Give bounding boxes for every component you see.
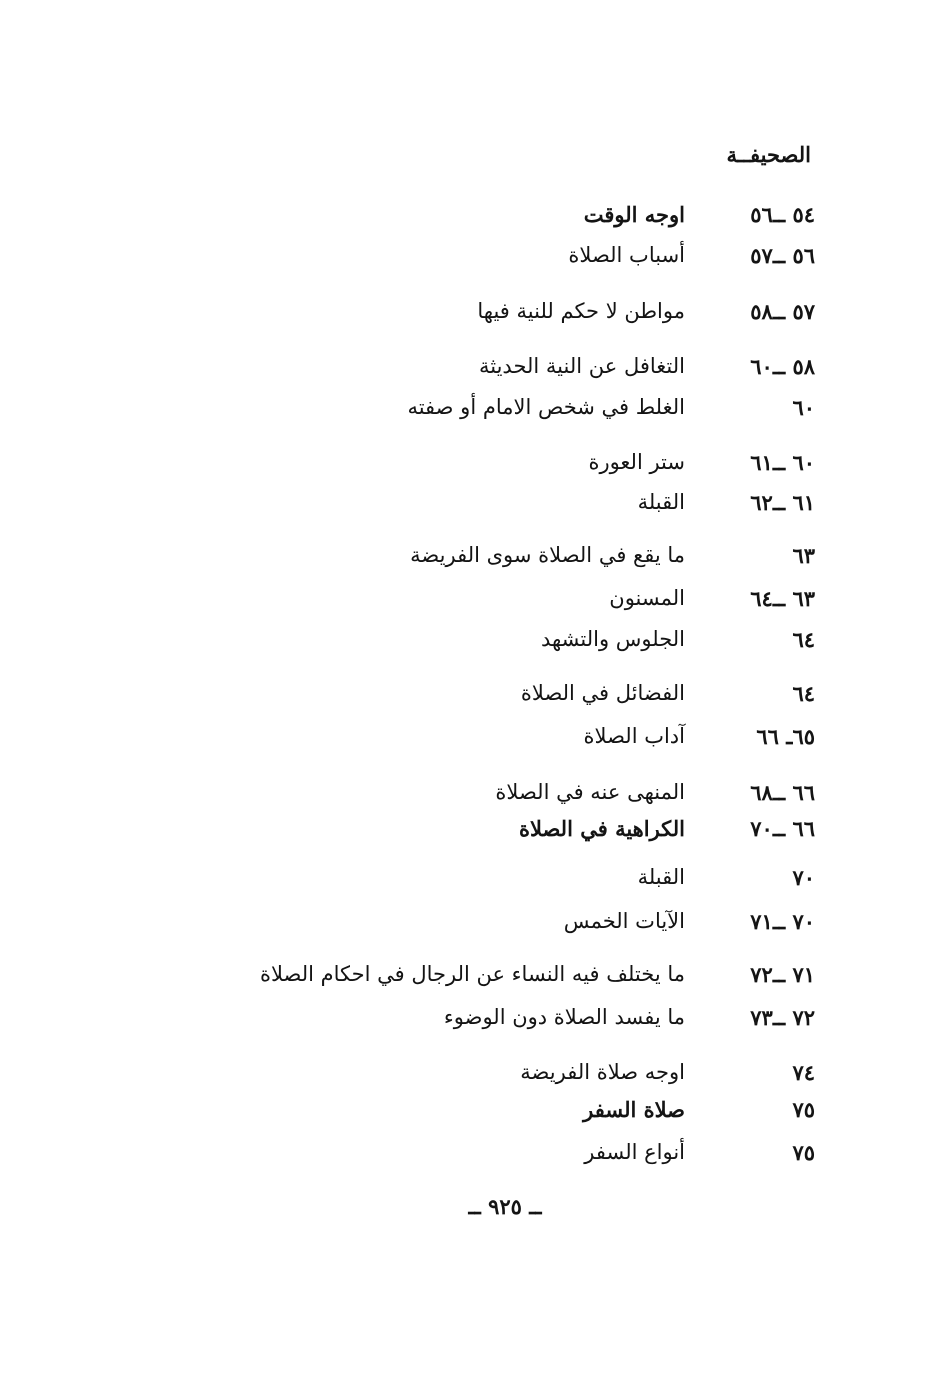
entry-pages: ٥٦ ــ٥٧ <box>750 242 815 268</box>
entry-title: اوجه صلاة الفريضة <box>520 1060 685 1084</box>
entry-title: آداب الصلاة <box>583 724 685 748</box>
entry-pages: ٦٥ـ ٦٦ <box>756 723 815 749</box>
entry-pages: ٧١ ــ٧٢ <box>750 961 815 987</box>
entry-pages: ٥٧ ــ٥٨ <box>750 298 815 324</box>
toc-entry <box>521 675 815 711</box>
entry-title: ما يفسد الصلاة دون الوضوء <box>443 1005 685 1029</box>
entry-pages: ٧٠ ــ٧١ <box>750 908 815 934</box>
entry-title: أنواع السفر <box>584 1140 685 1164</box>
entry-pages: ٧٥ <box>792 1096 815 1122</box>
toc-entry <box>541 621 815 657</box>
toc-entry <box>260 956 815 992</box>
entry-title: الفضائل في الصلاة <box>520 681 685 705</box>
toc-entry <box>568 237 815 273</box>
toc-entry <box>609 580 815 616</box>
entry-pages: ٦٦ ــ٧٠ <box>750 815 815 841</box>
entry-title: المسنون <box>609 586 685 610</box>
entry-title: أسباب الصلاة <box>568 243 685 267</box>
entry-title: الغلط في شخص الامام أو صفته <box>407 395 685 419</box>
toc-entry <box>584 1134 815 1170</box>
toc-entry <box>564 903 815 939</box>
entry-pages: ٥٤ ــ٥٦ <box>750 201 815 227</box>
toc-entry <box>495 774 815 810</box>
entry-pages: ٧٤ <box>792 1059 815 1085</box>
entry-title: الكراهية في الصلاة <box>518 815 685 841</box>
entry-title: ما يختلف فيه النساء عن الرجال في احكام الصلاة <box>260 962 685 986</box>
toc-entry <box>584 196 815 232</box>
entry-pages: ٦٠ ــ٦١ <box>750 449 815 475</box>
entry-pages: ٦٣ <box>792 542 815 568</box>
toc-entry <box>407 389 815 425</box>
entry-pages: ٦٣ ــ٦٤ <box>750 585 815 611</box>
entry-pages: ٧٥ <box>792 1139 815 1165</box>
page-number: ــ ٩٢٥ ــ <box>468 1194 542 1219</box>
toc-entry <box>588 444 815 480</box>
entry-pages: ٦٠ <box>792 394 815 420</box>
toc-entry <box>583 1091 815 1127</box>
toc-entry <box>520 1054 815 1090</box>
entry-title: القبلة <box>637 490 685 514</box>
page-column-header: الصحيفــة <box>726 142 811 167</box>
entry-pages: ٦٤ <box>792 626 815 652</box>
entry-title: القبلة <box>637 865 685 889</box>
entry-pages: ٦٤ <box>792 680 815 706</box>
entry-title: المنهى عنه في الصلاة <box>495 780 685 804</box>
entry-title: اوجه الوقت <box>583 201 685 227</box>
toc-entry <box>519 810 815 846</box>
toc-entry <box>477 293 815 329</box>
entry-pages: ٦٦ ــ٦٨ <box>750 779 815 805</box>
entry-title: الآيات الخمس <box>563 909 685 933</box>
entry-title: الجلوس والتشهد <box>540 627 685 651</box>
entry-pages: ٦١ ــ٦٢ <box>750 489 815 515</box>
entry-pages: ٧٢ ــ٧٣ <box>750 1004 815 1030</box>
entry-title: مواطن لا حكم للنية فيها <box>477 299 685 323</box>
toc-entry <box>638 859 815 895</box>
entry-pages: ٧٠ <box>792 864 815 890</box>
entry-title: التغافل عن النية الحديثة <box>478 354 685 378</box>
entry-title: ما يقع في الصلاة سوى الفريضة <box>410 543 685 567</box>
toc-entry <box>444 999 815 1035</box>
toc-entry <box>479 348 815 384</box>
entry-pages: ٥٨ ــ٦٠ <box>750 353 815 379</box>
toc-entry <box>638 484 815 520</box>
toc-entry <box>410 537 815 573</box>
entry-title: صلاة السفر <box>583 1096 685 1122</box>
toc-entry <box>584 718 815 754</box>
entry-title: ستر العورة <box>588 450 685 474</box>
